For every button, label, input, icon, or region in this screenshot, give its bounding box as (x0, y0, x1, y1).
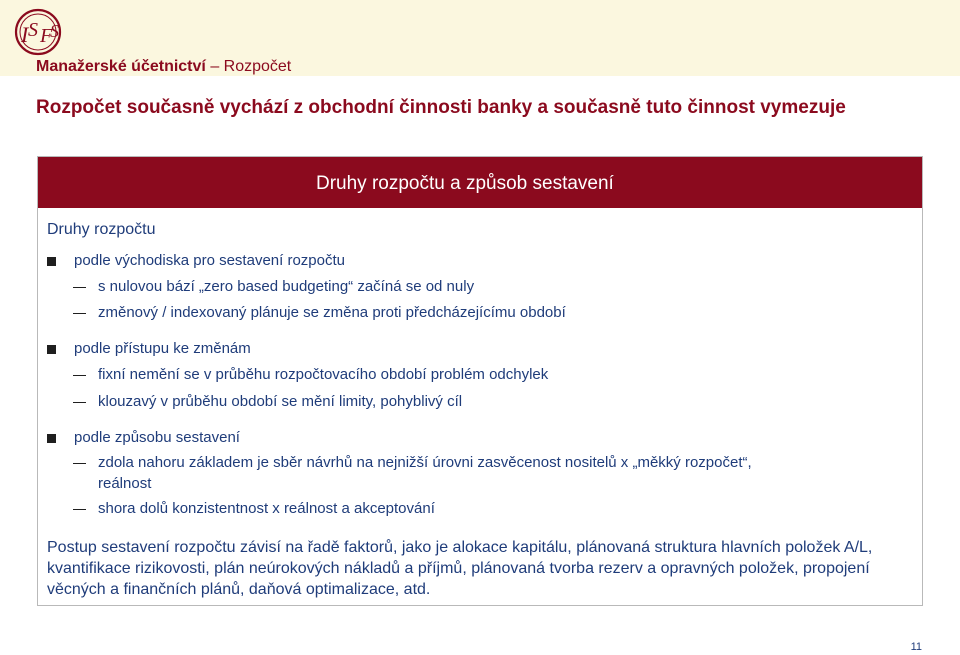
dash-bullet-icon (73, 375, 86, 376)
panel-header-title: Druhy rozpočtu a způsob sestavení (316, 173, 614, 194)
svg-text:I: I (21, 22, 29, 47)
dash-bullet-icon (73, 313, 86, 314)
list-item: klouzavý v průběhu období se mění limity, pohyblivý cíl (98, 393, 463, 410)
isfs-logo-icon (14, 6, 66, 58)
summary-paragraph: Postup sestavení rozpočtu závisí na řadě faktorů, jako je alokace kapitálu, plánovaná struktura hlavních položek A/L, kvantifikace rizikovosti, plán neúrokových nákladů a příjmů, plánovaná tvorba rezerv a opravných položek, propojení věcných a finančních plánů, daňová optimalizace, atd. (47, 539, 873, 598)
breadcrumb-course: Manažerské účetnictví (36, 58, 206, 75)
group-label: podle přístupu ke změnám (74, 340, 251, 357)
list-item: s nulovou bází „zero based budgeting“ začíná se od nuly (98, 278, 475, 295)
section-title: Druhy rozpočtu (47, 221, 156, 238)
dash-bullet-icon (73, 287, 86, 288)
content-panel (37, 156, 923, 606)
slide-title: Rozpočet současně vychází z obchodní činnosti banky a současně tuto činnost vymezuje (36, 97, 846, 118)
dash-bullet-icon (73, 463, 86, 464)
list-item: shora dolů konzistentnost x reálnost a akceptování (98, 500, 435, 517)
svg-text:S: S (50, 21, 59, 41)
dash-bullet-icon (73, 402, 86, 403)
square-bullet-icon (47, 434, 56, 443)
breadcrumb-topic: – Rozpočet (210, 58, 292, 75)
square-bullet-icon (47, 257, 56, 266)
svg-text:S: S (28, 19, 38, 41)
list-item: změnový / indexovaný plánuje se změna proti předcházejícímu období (98, 304, 566, 321)
group-label: podle východiska pro sestavení rozpočtu (74, 252, 345, 269)
svg-text:F: F (40, 25, 53, 47)
group-label: podle způsobu sestavení (74, 429, 240, 446)
page-number: 11 (910, 641, 922, 653)
breadcrumb (36, 58, 291, 76)
dash-bullet-icon (73, 509, 86, 510)
list-item: zdola nahoru základem je sběr návrhů na nejnižší úrovni zasvěcenost nositelů x „měkký rozpočet“, (98, 454, 752, 471)
list-item: fixní nemění se v průběhu rozpočtovacího období problém odchylek (98, 366, 549, 383)
panel-header (38, 157, 922, 208)
list-item-continuation: reálnost (98, 475, 152, 492)
square-bullet-icon (47, 345, 56, 354)
